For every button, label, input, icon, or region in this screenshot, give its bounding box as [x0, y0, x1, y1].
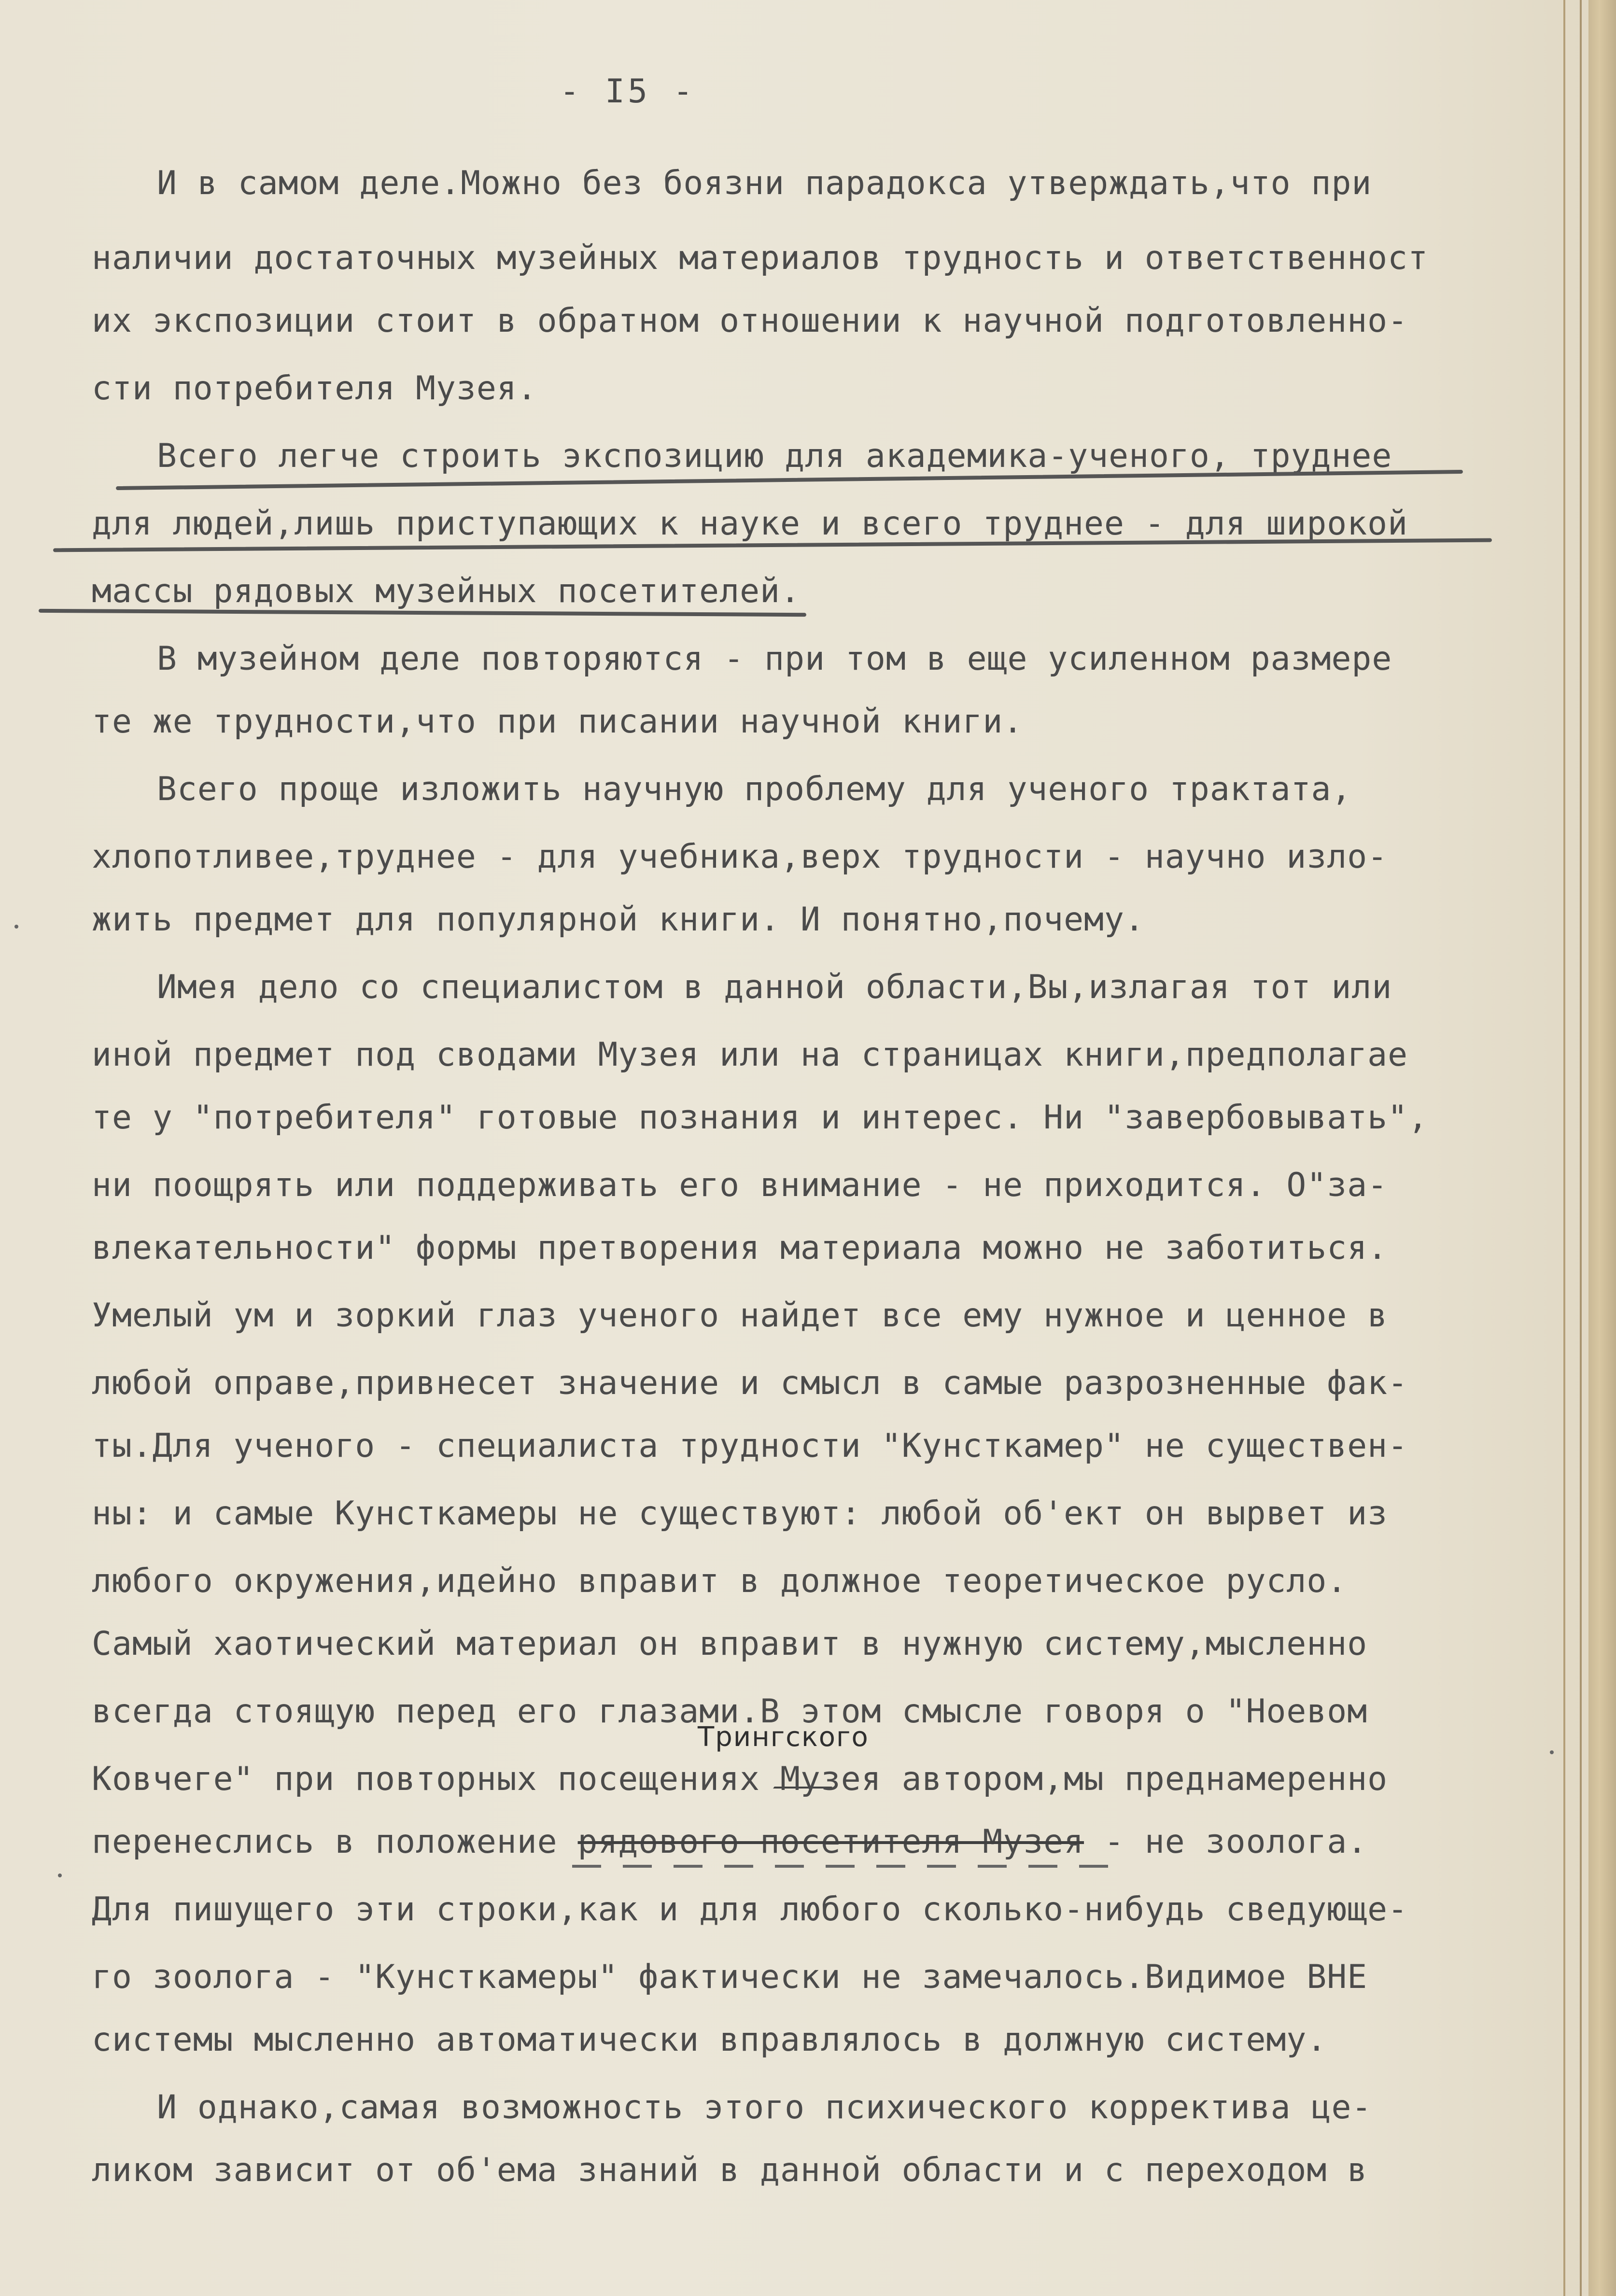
- text-line: жить предмет для популярной книги. И понятно,почему.: [92, 901, 1145, 939]
- text-line: ны: и самые Кунсткамеры не существуют: любой об'ект он вырвет из: [92, 1494, 1388, 1533]
- text-line: ни поощрять или поддерживать его внимание - не приходится. О"за-: [92, 1166, 1388, 1204]
- page-edge-line: [1580, 0, 1582, 2296]
- text-line: ты.Для ученого - специалиста трудности "Кунсткамер" не существен-: [92, 1427, 1408, 1465]
- page-edge-shadow: [1588, 0, 1616, 2296]
- text-line: те у "потребителя" готовые познания и интерес. Ни "завербовывать",: [92, 1099, 1429, 1137]
- text-line: В музейном деле повторяются - при том в еще усиленном размере: [157, 640, 1392, 678]
- margin-speck: [1550, 1750, 1554, 1754]
- text-line: системы мысленно автоматически вправлялось в должную систему.: [92, 2021, 1327, 2059]
- text-line: наличии достаточных музейных материалов трудность и ответственност: [92, 239, 1429, 277]
- dashed-underline: [978, 1865, 1007, 1868]
- text-line: Ковчеге" при повторных посещениях Музея автором,мы преднамеренно: [92, 1760, 1388, 1798]
- text-line: И однако,самая возможность этого психического корректива це-: [157, 2088, 1372, 2127]
- dashed-underline: [826, 1865, 855, 1868]
- text-line: Всего проще изложить научную проблему для ученого трактата,: [157, 770, 1352, 808]
- text-line: го зоолога - "Кунсткамеры" фактически не замечалось.Видимое ВНЕ: [92, 1958, 1368, 1996]
- struck-out-text: рядового посетителя Музея: [577, 1823, 1084, 1861]
- text-line: любой оправе,привнесет значение и смысл в самые разрозненные фак-: [92, 1364, 1408, 1402]
- text-line: их экспозиции стоит в обратном отношении к научной подготовленно-: [92, 302, 1408, 340]
- dashed-underline: [572, 1865, 601, 1868]
- text-line: сти потребителя Музея.: [92, 369, 537, 408]
- line-part: - не зоолога.: [1084, 1823, 1368, 1861]
- dashed-underline: [1028, 1865, 1057, 1868]
- text-line: любого окружения,идейно вправит в должное теоретическое русло.: [92, 1562, 1348, 1600]
- text-line: хлопотливее,труднее - для учебника,верх трудности - научно изло-: [92, 838, 1388, 876]
- text-line-with-strikeout: [92, 1823, 1367, 1861]
- dashed-underline: [775, 1865, 804, 1868]
- text-line: Самый хаотический материал он вправит в нужную систему,мысленно: [92, 1625, 1368, 1663]
- dashed-underline: [674, 1865, 703, 1868]
- text-line: влекательности" формы претворения материала можно не заботиться.: [92, 1229, 1388, 1267]
- text-line: Имея дело со специалистом в данной области,Вы,излагая тот или: [157, 968, 1392, 1006]
- margin-speck: [14, 925, 18, 929]
- margin-speck: [58, 1873, 62, 1877]
- line-part: перенеслись в положение: [92, 1823, 578, 1861]
- underlined-text-line: Всего легче строить экспозицию для академика-ученого, труднее: [157, 437, 1392, 475]
- page-edge-line: [1563, 0, 1565, 2296]
- text-line: Умелый ум и зоркий глаз ученого найдет все ему нужное и ценное в: [92, 1296, 1388, 1335]
- text-line: те же трудности,что при писании научной книги.: [92, 703, 1024, 741]
- text-line: ликом зависит от об'ема знаний в данной области и с переходом в: [92, 2151, 1368, 2189]
- handwritten-insertion: Трингского: [698, 1721, 869, 1753]
- dashed-underline: [876, 1865, 905, 1868]
- underlined-text-line: для людей,лишь приступающих к науке и всего труднее - для широкой: [92, 505, 1408, 543]
- underlined-text-line: массы рядовых музейных посетителей.: [92, 572, 801, 610]
- text-line: И в самом деле.Можно без боязни парадокса утверждать,что при: [157, 164, 1372, 202]
- text-line: всегда стоящую перед его глазами.В этом смысле говоря о "Ноевом: [92, 1692, 1368, 1731]
- dashed-underline: [623, 1865, 652, 1868]
- text-line: Для пишущего эти строки,как и для любого сколько-нибудь сведующе-: [92, 1890, 1408, 1929]
- text-line: иной предмет под сводами Музея или на страницах книги,предполагае: [92, 1036, 1408, 1074]
- page-number: - I5 -: [560, 72, 696, 111]
- dashed-underline: [724, 1865, 753, 1868]
- dashed-underline: [1079, 1865, 1108, 1868]
- dashed-underline: [927, 1865, 956, 1868]
